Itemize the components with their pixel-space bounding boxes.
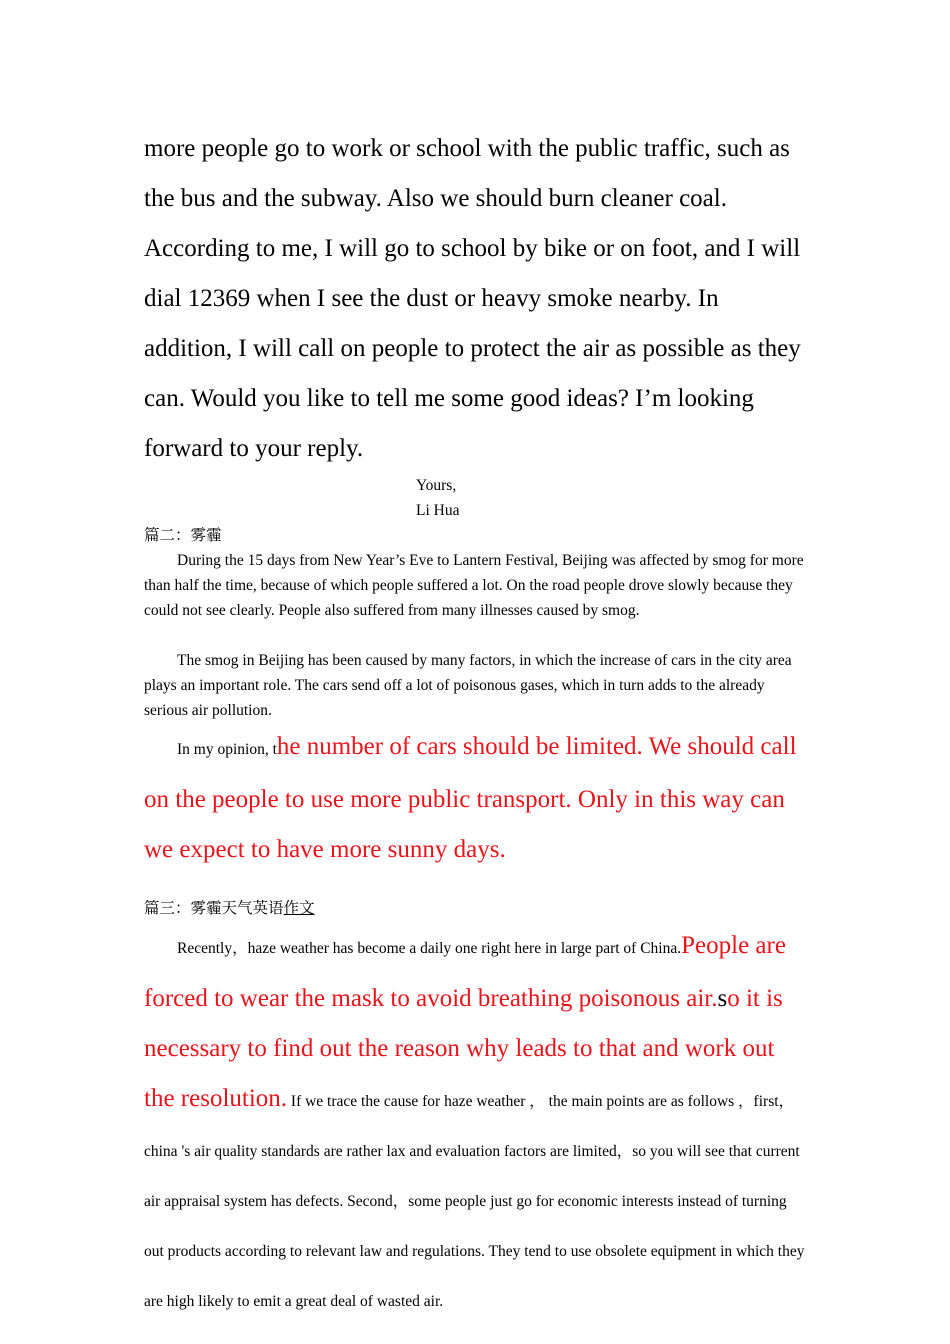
essay3-p1-s: s — [717, 985, 728, 1012]
essay2-paragraph-2: The smog in Beijing has been caused by many factors, in which the increase of cars in the city area plays an important role. The cars send off a lot of poisonous gases, which in turn adds to the already serious air pollution. — [144, 652, 792, 719]
essay3-p1-highlight-2: o it is necessary to find out the reason why leads to that and work out the resolution. — [144, 985, 783, 1112]
essay3-p1-rest: If we trace the cause for haze weather ， the main points are as follows ，first，china 's air quality standards are rather lax and evaluation factors are limited，so you will see that current air appraisal system has defects. Second，some people just go for economic interests instead of turning out products according to relevant law and regulations. They tend to use obsolete equipment in which they are high likely to emit a great deal of wasted air. — [144, 1093, 805, 1310]
essay3-p1-start: Recently，haze weather has become a daily one right here in large part of China. — [177, 940, 682, 957]
essay3-heading-link[interactable]: 作文 — [283, 900, 315, 917]
essay2-paragraph-3 — [144, 722, 810, 875]
essay2-p3-start: In my opinion, t — [177, 741, 277, 758]
essay3-heading — [144, 896, 810, 921]
letter-closing: Yours, — [416, 477, 457, 494]
essay2-paragraph-1: During the 15 days from New Year’s Eve to Lantern Festival, Beijing was affected by smog for more than half the time, because of which people suffered a lot. On the road people drove slowly because they could not see clearly. People also suffered from many illnesses caused by smog. — [144, 552, 804, 619]
essay3-heading-prefix: 篇三：雾霾天气英语 — [144, 900, 284, 917]
letter-signature: Li Hua — [416, 502, 460, 519]
essay3-p1-highlight-1: People are forced to wear the mask to avoid breathing poisonous air. — [144, 932, 786, 1012]
essay2-p3-highlight: he number of cars should be limited. We should call on the people to use more public transport. Only in this way can we expect to have more sunny days. — [144, 733, 797, 863]
letter-body: more people go to work or school with the public traffic, such as the bus and the subway. Also we should burn cleaner coal. According to me, I will go to school by bike or on foot, and I will dial 12369 when I see the dust or heavy smoke nearby. In addition, I will call on people to protect the air as possible as they can. Would you like to tell me some good ideas? I’m looking forward to your reply. — [144, 135, 801, 462]
essay3-paragraph-1 — [144, 921, 810, 1324]
essay2-heading: 篇二：雾霾 — [144, 527, 222, 544]
